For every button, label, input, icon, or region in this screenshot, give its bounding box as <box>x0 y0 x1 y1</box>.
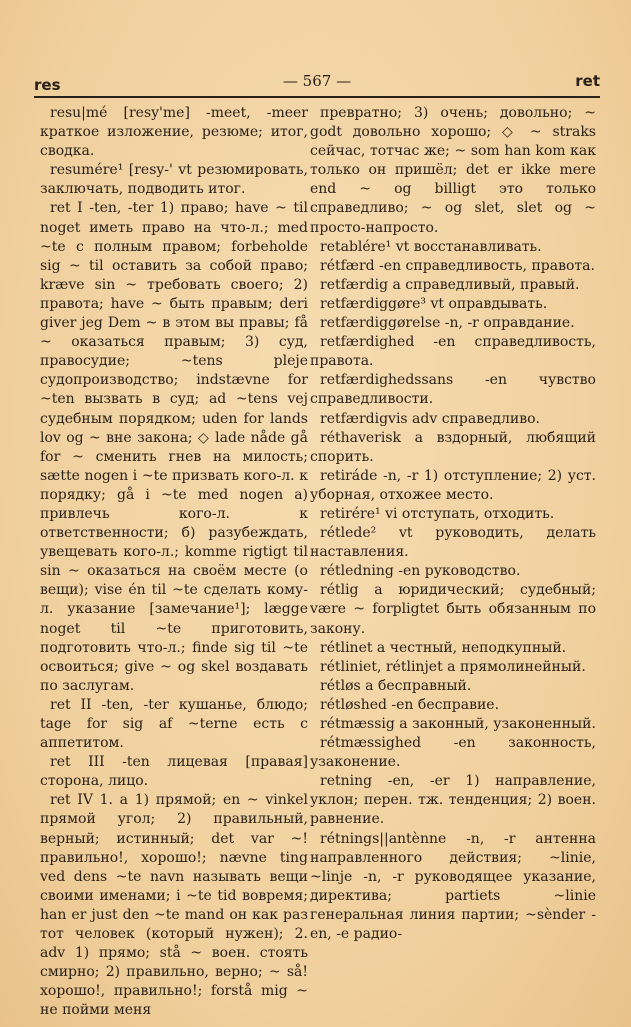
page-number: — 567 — <box>282 72 352 90</box>
dictionary-entry: превратно; 3) очень; довольно; ~ godt довольно хорошо; ◇ ~ straks сейчас, тотчас же; ~ som han kom как только он пришёл; det er ikke mere end ~ og billigt это только справедливо; ~ og slet, slet og ~ просто-напросто. <box>310 105 596 236</box>
dictionary-entry: rétliniet, rétlinjet a прямолинейный. <box>320 658 586 675</box>
header-left-guideword: res <box>34 76 61 94</box>
page-header <box>34 72 600 94</box>
left-column <box>40 104 308 1021</box>
dictionary-entry: resu|mé [resy'me] -meet, -meer краткое изложение, резюме; итог, сводка. <box>40 105 308 160</box>
dictionary-entry: rétledning -en руководство. <box>320 563 521 580</box>
dictionary-entry: rétmæssig a законный, узаконенный. <box>320 716 596 732</box>
dictionary-entry: retfærdiggøre³ vt оправдывать. <box>320 295 548 312</box>
right-column <box>310 104 596 944</box>
dictionary-entry: retiráde -n, -r 1) отступление; 2) уст. уборная, отхожее место. <box>310 467 596 503</box>
dictionary-entry: rétløs a бесправный. <box>320 677 472 694</box>
dictionary-entry: retfærdigvis adv справедливо. <box>320 410 540 427</box>
dictionary-entry: ret II -ten, -ter кушанье, блюдо; tage for sig af ~terne есть с аппетитом. <box>40 696 308 752</box>
header-right-guideword: ret <box>575 72 600 90</box>
dictionary-entry: rétnings||antènne -n, -r антенна направленного действия; ~linie, ~linje -n, -r руководящее указание, директива; partiets ~linie генеральная линия партии; ~sènder -en, -e радио- <box>310 830 596 943</box>
dictionary-entry: rétfærd -en справедливость, правота. <box>320 257 595 274</box>
dictionary-entry: ret I -ten, -ter 1) право; have ~ til noget иметь право на что-л.; med ~te с полным правом; forbeholde sig ~ til оставить за собой право; kræve sin ~ требовать своего; 2) правота; have ~ быть правым; deri giver jeg Dem ~ в этом вы правы; få ~ оказаться правым; 3) суд, правосудие; ~tens pleje судопроизводство; indstævne for ~ten вызвать в суд; ad ~tens vej судебным порядком; uden for lands lov og ~ вне закона; ◇ lade nåde gå for ~ сменить гнев на милость; sætte nogen i ~te призвать кого-л. к порядку; gå i ~te med nogen a) привлечь кого-л. к ответственности; б) разубеждать, увещевать кого-л.; komme rigtigt til sin ~ оказаться на своём месте (о вещи); vise én til ~te сделать кому-л. указание [замечание¹]; lægge noget til ~te приготовить, подготовить что-л.; finde sig til ~te освоиться; give ~ og skel воздавать по заслугам. <box>40 200 308 694</box>
dictionary-entry: rétløshed -en бесправие. <box>320 696 500 713</box>
dictionary-entry: retfærdiggørelse -n, -r оправдание. <box>320 315 575 332</box>
dictionary-entry: retfærdig a справедливый, правый. <box>320 276 580 293</box>
dictionary-entry: ret IV 1. a 1) прямой; en ~ vinkel прямой угол; 2) правильный, верный; истинный; det var ~! правильно!, хорошо!; nævne ting ved dens ~te navn называть вещи своими именами; i ~te tid вовремя; han er just den ~te mand он как раз тот человек (который нужен); 2. adv 1) прямо; stå ~ воен. стоять смирно; 2) правильно, верно; ~ så! хорошо!, правильно!; forstå mig ~ не пойми меня <box>40 792 308 1019</box>
dictionary-entry: retning -en, -er 1) направление, уклон; перен. тж. тенденция; 2) воен. равнение. <box>310 773 596 828</box>
dictionary-entry: rétlig a юридический; судебный; være ~ forpligtet быть обязанным по закону. <box>310 582 596 637</box>
dictionary-entry: retfærdighedssans -en чувство справедливости. <box>310 372 596 408</box>
dictionary-entry: rétmæssighed -en законность, узаконение. <box>310 735 596 771</box>
dictionary-entry: ret III -ten лицевая [правая] сторона, лицо. <box>40 754 308 790</box>
dictionary-entry: retfærdighed -en справедливость, правота. <box>310 334 596 370</box>
dictionary-entry: rétlinet a честный, неподкупный. <box>320 639 567 656</box>
dictionary-entry: resumére¹ [resy-' vt резюмировать, заключать, подводить итог. <box>40 162 308 198</box>
dictionary-entry: retirére¹ vi отступать, отходить. <box>320 505 555 522</box>
dictionary-entry: retablére¹ vt восстанавливать. <box>320 238 542 255</box>
dictionary-entry: rétlede² vt руководить, делать наставления. <box>310 525 596 561</box>
header-rule <box>34 96 600 98</box>
dictionary-entry: réthaverisk a вздорный, любящий спорить. <box>310 429 596 465</box>
